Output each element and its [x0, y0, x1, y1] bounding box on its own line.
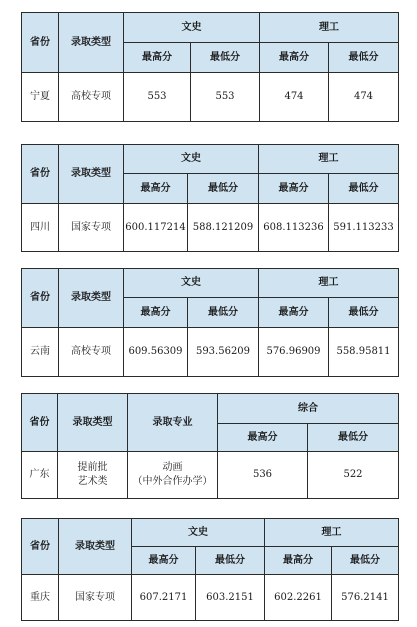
header-group-liberal-arts: 文史 — [124, 145, 259, 174]
cell-province: 云南 — [22, 328, 59, 377]
header-min-score: 最低分 — [191, 43, 260, 73]
header-admission-type: 录取类型 — [58, 394, 128, 452]
cell-admission-type: 国家专项 — [59, 575, 132, 621]
header-province: 省份 — [22, 394, 58, 452]
cell-score: 607.2171 — [132, 575, 196, 621]
header-min-score: 最低分 — [188, 298, 259, 328]
header-admission-type: 录取类型 — [59, 269, 124, 328]
header-group-science: 理工 — [259, 269, 399, 298]
header-max-score: 最高分 — [259, 298, 329, 328]
header-max-score: 最高分 — [260, 43, 329, 73]
header-min-score: 最低分 — [196, 547, 265, 575]
cell-score: 474 — [329, 73, 399, 122]
header-min-score: 最低分 — [329, 298, 399, 328]
cell-admission-type: 国家专项 — [59, 204, 124, 252]
cell-score: 553 — [191, 73, 260, 122]
header-admission-type: 录取类型 — [59, 13, 124, 73]
cell-score: 600.117214 — [124, 204, 188, 252]
header-group-liberal-arts: 文史 — [124, 269, 259, 298]
cell-province: 宁夏 — [22, 73, 59, 122]
admission-table-chongqing — [21, 518, 399, 621]
header-max-score: 最高分 — [218, 424, 308, 452]
header-group-liberal-arts: 文史 — [132, 519, 265, 547]
table-row — [22, 452, 399, 499]
cell-admission-type — [58, 452, 128, 499]
cell-admission-type: 高校专项 — [59, 73, 124, 122]
cell-major — [128, 452, 218, 499]
header-group-science: 理工 — [265, 519, 399, 547]
admission-table-ningxia — [21, 12, 399, 122]
header-group-science: 理工 — [259, 145, 399, 174]
cell-score: 588.121209 — [188, 204, 259, 252]
header-province: 省份 — [22, 145, 59, 204]
header-province: 省份 — [22, 269, 59, 328]
cell-score: 553 — [124, 73, 191, 122]
header-max-score: 最高分 — [124, 174, 188, 204]
cell-score: 591.113233 — [329, 204, 399, 252]
major-line-1: 动画 — [162, 462, 183, 473]
header-max-score: 最高分 — [124, 43, 191, 73]
table-row — [22, 575, 399, 621]
cell-score: 602.2261 — [265, 575, 332, 621]
header-group-comprehensive: 综合 — [218, 394, 399, 424]
cell-score: 558.95811 — [329, 328, 399, 377]
header-min-score: 最低分 — [188, 174, 259, 204]
admission-table-yunnan — [21, 268, 399, 377]
cell-score: 522 — [308, 452, 399, 499]
header-max-score: 最高分 — [265, 547, 332, 575]
cell-score: 536 — [218, 452, 308, 499]
header-major: 录取专业 — [128, 394, 218, 452]
major-line-2: （中外合作办学） — [132, 476, 213, 487]
header-group-liberal-arts: 文史 — [124, 13, 260, 43]
cell-province: 重庆 — [22, 575, 59, 621]
cell-score: 608.113236 — [259, 204, 329, 252]
header-max-score: 最高分 — [259, 174, 329, 204]
header-max-score: 最高分 — [132, 547, 196, 575]
header-admission-type: 录取类型 — [59, 145, 124, 204]
header-min-score: 最低分 — [308, 424, 399, 452]
header-max-score: 最高分 — [124, 298, 188, 328]
cell-score: 576.96909 — [259, 328, 329, 377]
cell-score: 603.2151 — [196, 575, 265, 621]
admission-table-guangdong — [21, 393, 399, 499]
header-group-science: 理工 — [260, 13, 399, 43]
table-row — [22, 204, 399, 252]
header-min-score: 最低分 — [329, 174, 399, 204]
header-admission-type: 录取类型 — [59, 519, 132, 575]
cell-admission-type: 高校专项 — [59, 328, 124, 377]
admission-type-line-1: 提前批 — [77, 462, 108, 473]
header-min-score: 最低分 — [329, 43, 399, 73]
table-row — [22, 328, 399, 377]
table-row — [22, 73, 399, 122]
header-province: 省份 — [22, 13, 59, 73]
admission-type-line-2: 艺术类 — [77, 476, 108, 487]
cell-score: 474 — [260, 73, 329, 122]
cell-province: 四川 — [22, 204, 59, 252]
header-min-score: 最低分 — [332, 547, 399, 575]
cell-province: 广东 — [22, 452, 58, 499]
cell-score: 593.56209 — [188, 328, 259, 377]
header-province: 省份 — [22, 519, 59, 575]
cell-score: 576.2141 — [332, 575, 399, 621]
cell-score: 609.56309 — [124, 328, 188, 377]
admission-table-sichuan — [21, 144, 399, 252]
